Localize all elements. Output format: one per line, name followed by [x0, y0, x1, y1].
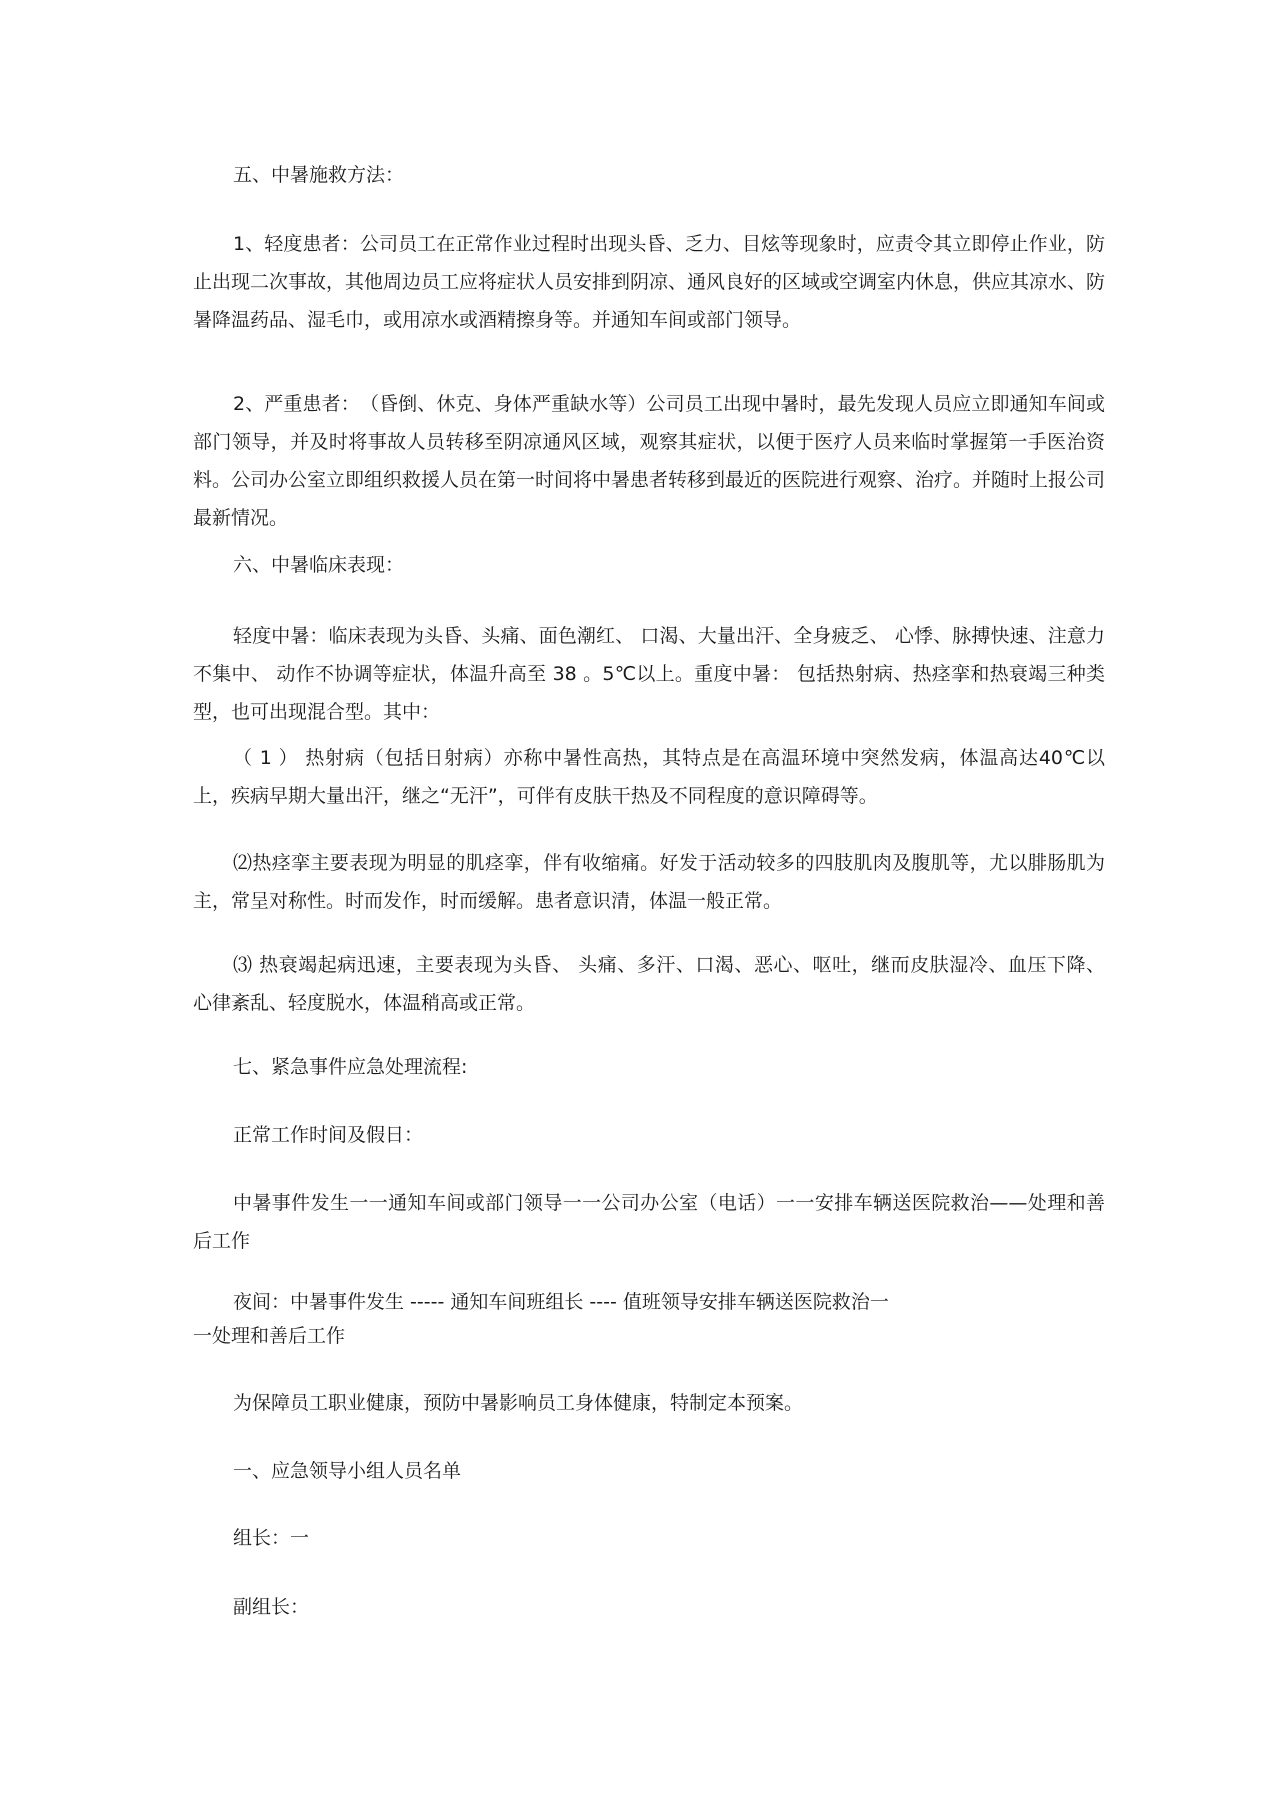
section-heading-1: 一、应急领导小组人员名单: [233, 1460, 462, 1482]
paragraph-heat-cramp: ⑵热痉挛主要表现为明显的肌痉挛，伴有收缩痛。好发于活动较多的四肢肌肉及腹肌等，尤以腓肠肌为主，常呈对称性。时而发作，时而缓解。患者意识清，体温一般正常。: [193, 852, 1105, 912]
paragraph-flow-night-line2: 一处理和善后工作: [193, 1325, 346, 1347]
paragraph-leader: 组长：一: [233, 1527, 310, 1549]
paragraph-flow-night-line1: 夜间：中暑事件发生 ----- 通知车间班组长 ---- 值班领导安排车辆送医院救治一: [233, 1291, 889, 1313]
section-heading-7: 七、紧急事件应急处理流程:: [233, 1056, 468, 1078]
paragraph-heatstroke: （ 1 ） 热射病（包括日射病）亦称中暑性高热，其特点是在高温环境中突然发病，体温高达40℃以上，疾病早期大量出汗，继之“无汗”，可伴有皮肤干热及不同程度的意识障碍等。: [193, 747, 1105, 807]
paragraph-purpose: 为保障员工职业健康，预防中暑影响员工身体健康，特制定本预案。: [233, 1392, 804, 1414]
paragraph-heat-exhaustion: ⑶ 热衰竭起病迅速，主要表现为头昏、 头痛、多汗、口渴、恶心、呕吐，继而皮肤湿冷、血压下降、 心律紊乱、轻度脱水，体温稍高或正常。: [193, 954, 1105, 1014]
paragraph-severe-patient: 2、严重患者： （昏倒、休克、身体严重缺水等）公司员工出现中暑时，最先发现人员应立即通知车间或部门领导，并及时将事故人员转移至阴凉通风区域，观察其症状，以便于医疗人员来临时掌握第一手医治资料。公司办公室立即组织救援人员在第一时间将中暑患者转移到最近的医院进行观察、治疗。并随时上报公司最新情况。: [193, 393, 1106, 529]
section-heading-5: 五、中暑施救方法：: [233, 164, 405, 186]
section-heading-6: 六、中暑临床表现：: [233, 554, 405, 576]
paragraph-symptoms: 轻度中暑：临床表现为头昏、头痛、面色潮红、 口渴、大量出汗、全身疲乏、 心悸、脉搏快速、注意力不集中、 动作不协调等症状，体温升高至 38 。5℃以上。重度中暑： 包括热射病、热痉挛和热衰竭三种类型，也可出现混合型。其中：: [193, 625, 1105, 723]
paragraph-mild-patient: 1、轻度患者：公司员工在正常作业过程时出现头昏、乏力、目炫等现象时，应责令其立即停止作业，防止出现二次事故，其他周边员工应将症状人员安排到阴凉、通风良好的区域或空调室内休息，供应其凉水、防暑降温药品、湿毛巾，或用凉水或酒精擦身等。并通知车间或部门领导。: [193, 233, 1106, 331]
paragraph-work-hours: 正常工作时间及假日：: [233, 1124, 424, 1146]
paragraph-flow-day: 中暑事件发生一一通知车间或部门领导一一公司办公室（电话）一一安排车辆送医院救治——处理和善后工作: [193, 1192, 1105, 1252]
paragraph-deputy: 副组长：: [233, 1596, 310, 1618]
